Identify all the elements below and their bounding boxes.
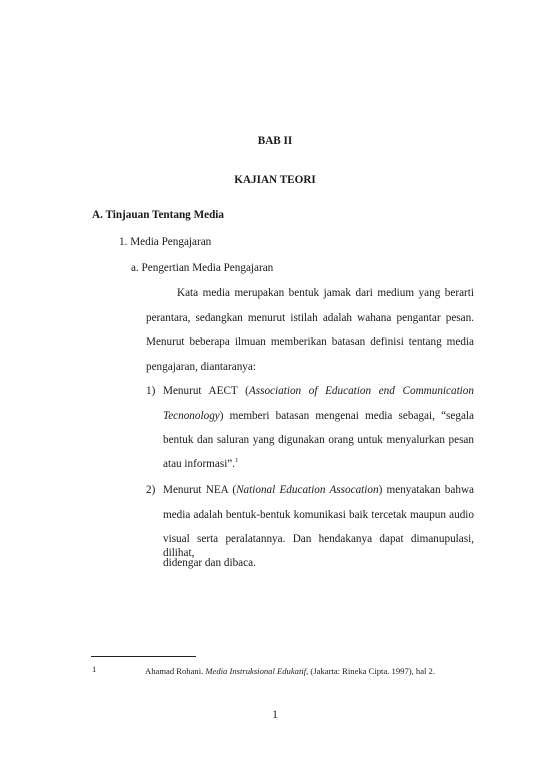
page-number: 1 <box>272 709 278 721</box>
list-item-1-line-2: Tecnonology) memberi batasan mengenai media sebagai, “segala <box>163 410 474 422</box>
list-item-1-line-1: Menurut AECT (Association of Education end Communication <box>163 385 474 397</box>
paragraph-line-1: Kata media merupakan bentuk jamak dari medium yang berarti <box>177 287 474 299</box>
footnote-number: 1 <box>92 664 97 674</box>
paragraph-line-4: pengajaran, diantaranya: <box>146 361 256 373</box>
subsection-heading-a: a. Pengertian Media Pengajaran <box>131 262 274 274</box>
list-item-1-number: 1) <box>146 385 156 397</box>
footnote-reference: 1 <box>235 457 239 464</box>
chapter-number: BAB II <box>257 135 293 147</box>
list-item-2-line-2: media adalah bentuk-bentuk komunikasi baik tercetak maupun audio <box>163 509 474 521</box>
paragraph-line-3: Menurut beberapa ilmuan memberikan batasan definisi tentang media <box>146 336 474 348</box>
list-item-2-number: 2) <box>146 484 156 496</box>
list-item-1-line-4: atau informasi”.$^1$ <box>163 457 239 470</box>
footnote-text: Ahamad Rohani. Media Instruksional Edukatif, (Jakarta: Rineka Cipta. 1997), hal 2. <box>145 666 435 676</box>
subsection-heading-1: 1. Media Pengajaran <box>119 236 212 248</box>
list-item-2-line-1: Menurut NEA (National Education Assocation) menyatakan bahwa <box>163 484 474 496</box>
footnote-separator <box>91 656 196 657</box>
list-item-2-line-4: didengar dan dibaca. <box>163 557 256 569</box>
list-item-2-line-3: visual serta peralatannya. Dan hendakanya dapat dimanupulasi, dilihat, <box>163 533 474 559</box>
list-item-1-line-3: bentuk dan saluran yang digunakan orang untuk menyalurkan pesan <box>163 434 474 446</box>
section-heading-a: A. Tinjauan Tentang Media <box>92 209 225 221</box>
chapter-title: KAJIAN TEORI <box>234 174 316 186</box>
paragraph-line-2: perantara, sedangkan menurut istilah adalah wahana pengantar pesan. <box>146 312 474 324</box>
